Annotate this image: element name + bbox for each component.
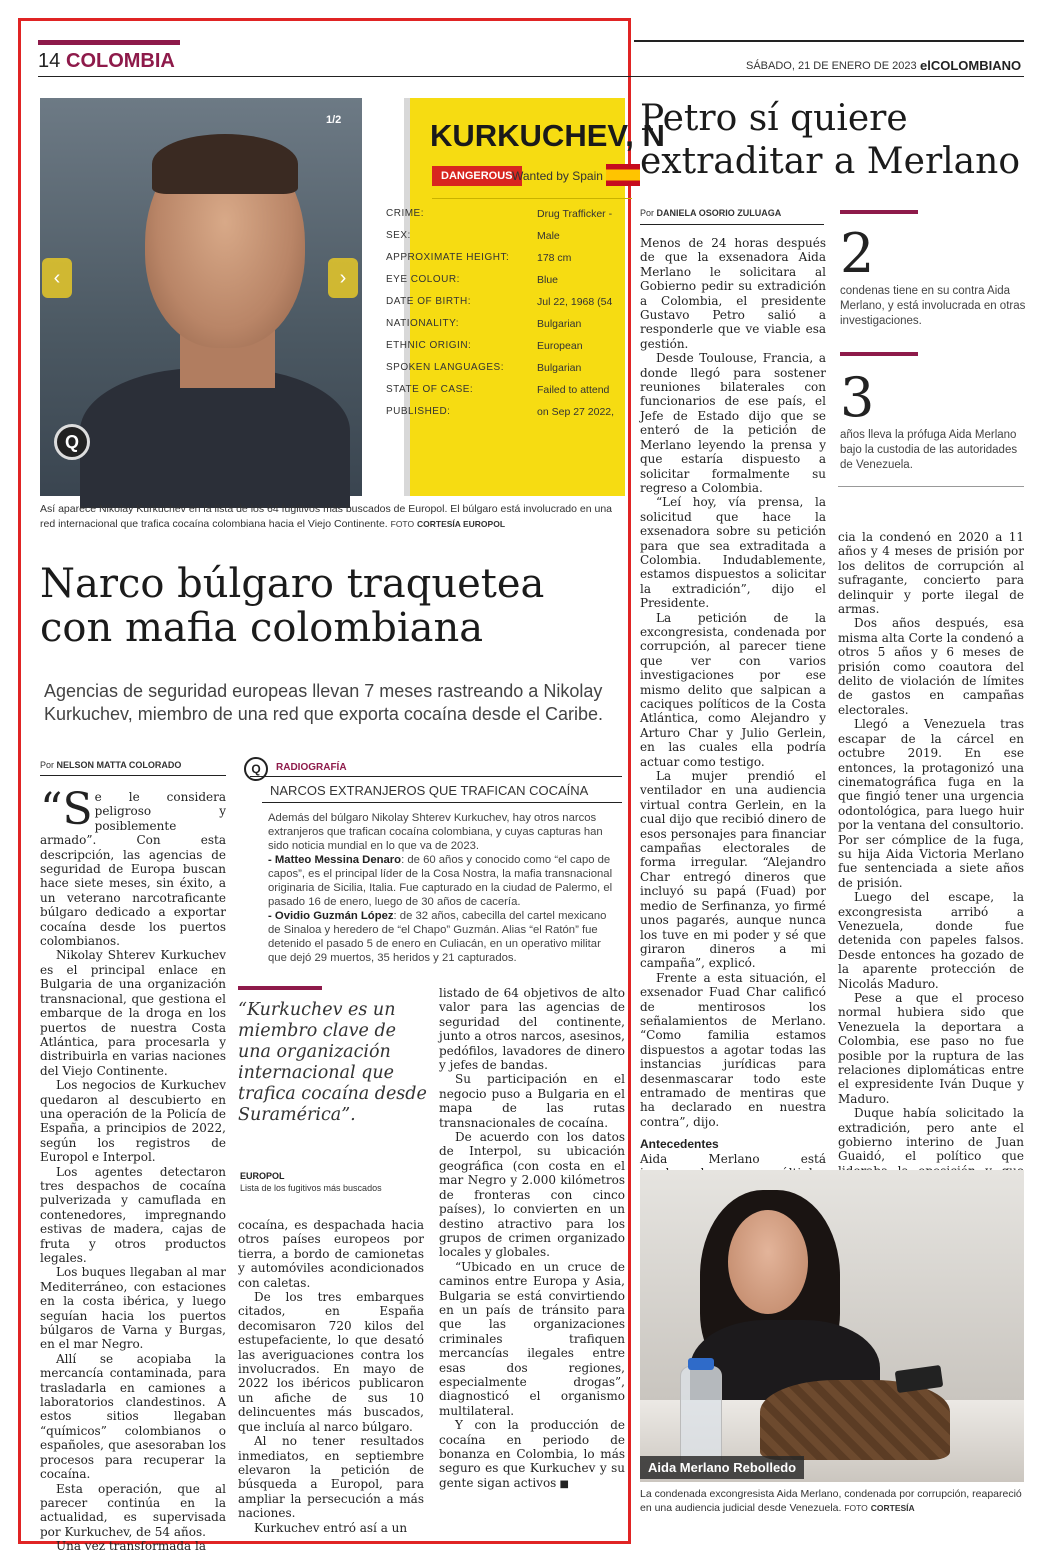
paragraph: Esta operación, que al parecer continúa en la actualidad, es supervisada por Kurkuchev, de 54 años. [40,1481,226,1539]
info-label: DATE OF BIRTH: [386,296,471,307]
info-label: PUBLISHED: [386,406,451,417]
box-item [268,853,620,909]
photo-credit: CORTESÍA EUROPOL [417,519,506,529]
credit-prefix: FOTO [390,519,415,529]
stat-bar [840,352,918,356]
info-label: CRIME: [386,208,424,219]
box-intro: Además del búlgaro Nikolay Shterev Kurkuchev, hay otros narcos extranjeros que trafican cocaína colombiana, y cuyas capturas han sido noticia mundial en lo que va de 2023. [268,812,603,852]
byline-prefix: Por [40,760,55,770]
info-label: STATE OF CASE: [386,384,474,395]
caption-text: Así aparece Nikolay Kurkuchev en la lista de los 64 fugitivos más buscados de Europol. El búlgaro está involucrado en una red internacional que trafica cocaína colombiana hacia el Viejo Continente. [40,503,612,530]
subheading: Antecedentes [640,1137,719,1152]
stat-number: 2 [840,222,875,285]
box-label: RADIOGRAFÍA [276,762,347,773]
chevron-left-icon[interactable]: ‹ [42,258,72,298]
section-bar [38,40,180,45]
paragraph: Los negocios de Kurkuchev quedaron al descubierto en una operación de la Policía de España, a principios de 2022, según los registros de Europol e Interpol. [40,1078,226,1165]
box-item-text: : de 60 años y conocido como “el capo de capos”, es el principal líder de la Cosa Nostra, la mafia transnacional originaria de Sicilia, Italia. Fue capturado en la ciudad de Palermo, el pasado 16 de enero, luego de 30 años de cacería. [268,854,613,908]
article-headline-2: Petro sí quiere extraditar a Merlano [640,98,1021,182]
photo-face [728,1210,808,1314]
stat-bar [840,210,918,214]
info-value: on Sep 27 2022, [537,406,615,418]
quote-source-detail: Lista de los fugitivos más buscados [240,1183,382,1193]
box-body [268,811,620,965]
brand-logo: elCOLOMBIANO [920,58,1022,73]
paragraph: Pese a que el proceso normal hubiera sido que Venezuela la deportara a Colombia, ese paso no fue posible por la ruptura de las relaciones diplomáticas entre el expresidente Iván Duque y Maduro. [838,991,1024,1106]
info-value: Failed to attend [537,384,610,396]
photo-shirt [80,368,350,508]
photo-name-tag: Aida Merlano Rebolledo [640,1456,804,1479]
paragraph: La mujer prendió el ventilador en una audiencia virtual contra Gerlein, en la cual dijo que recibió dinero de esos personajes para financiar campañas electorales de forma irregular. “Alejandro Char entregó dineros que incluyó su papá (Fuad) por medio de Serfinanza, yo firmé unos pagarés, aunque nunca los tuve en mi poder y sé que giraron dineros a mi campaña”, explicó. [640,769,826,971]
search-icon: Q [54,424,90,460]
byline-2 [640,208,781,218]
paragraph: Nikolay Shterev Kurkuchev es el principal enlace en Bulgaria de una organización transnacional, que gestiona el embarque de la droga en los puertos de nuestra Costa Atlántica, para procesarla y distribuirla en varias naciones del Viejo Continente. [40,948,226,1078]
info-label: SEX: [386,230,411,241]
photo-caption [40,502,625,532]
paragraph: Al no tener resultados inmediatos, en septiembre elevaron la petición de búsqueda a Europol, para ampliar la persecución a más naciones. [238,1434,424,1521]
section-title: COLOMBIA [66,50,175,72]
info-value: Male [537,230,560,242]
photo-caption-2 [640,1487,1024,1515]
page-number: 14 [38,50,61,72]
spain-flag-icon [606,164,640,186]
merlano-photo [640,1170,1024,1482]
photo-bottle [680,1366,722,1466]
box-item-name: - Ovidio Guzmán López [268,910,394,922]
paragraph: Dos años después, esa misma alta Corte la condenó a otros 5 años y 6 meses de prisión como coautora del delito de violación de límites de gastos en campañas electorales. [838,616,1024,717]
author-name: DANIELA OSORIO ZULUAGA [656,208,782,218]
paragraph: Luego del escape, la excongresista arribó a Venezuela, donde fue detenida con papeles falsos. Desde entonces ha gozado de la aparente protección de Nicolás Maduro. [838,890,1024,991]
paragraph: De acuerdo con los datos de Interpol, su ubicación geográfica (con costa en el mar Negro y 2.000 kilómetros de fronteras con cinco países), lo convierten en un destino atractivo para los grupos de crimen organizado locales y globales. [439,1130,625,1260]
info-value: Bulgarian [537,318,582,330]
byline-rule [40,775,226,776]
quote-bar [238,986,322,990]
info-value: Drug Trafficker - [537,208,613,220]
paragraph [40,784,226,949]
paragraph: Allí se acopiaba la mercancía contaminada, para trasladarla en camiones a laboratorios clandestinos. A estos sitios llegaban “químicos” colombianos o españoles, que asesoraban los procesos para recuperar la cocaína. [40,1351,226,1482]
panel-rule [432,198,632,199]
fugitive-name: KURKUCHEV, N [430,118,665,153]
paragraph: Su participación en el negocio puso a Bulgaria en el mapa de las rutas transnacionales de cocaína. [439,1072,625,1130]
caption-text: La condenada excongresista Aida Merlano, condenada por corrupción, reapareció en una audiencia judicial desde Venezuela. [640,1488,1022,1514]
byline [40,760,181,770]
paragraph: Y con la producción de cocaína en periodo de bonanza en Colombia, lo más seguro es que Kurkuchev y su gente sigan activos ■ [439,1418,625,1492]
stat-rule [838,486,1024,487]
info-label: APPROXIMATE HEIGHT: [386,252,510,263]
photo-hair [152,134,298,194]
header-rule [38,76,1024,77]
paragraph: “Ubicado en un cruce de caminos entre Europa y Asia, Bulgaria se está convirtiendo en un país de tránsito para que las organizaciones criminales trafiquen mercancías ilegales entre esas dos regiones, especialmente drogas”, diagnosticó el organismo multilateral. [439,1259,625,1418]
article-deck: Agencias de seguridad europeas llevan 7 meses rastreando a Nikolay Kurkuchev, miembro de una red que exporta cocaína desde el Caribe. [44,681,603,724]
pull-quote: “Kurkuchev es un miembro clave de una organización internacional que trafica cocaína desde Suramérica”. [238,1000,427,1125]
info-label: EYE COLOUR: [386,274,460,285]
photo-credit: CORTESÍA [870,1503,915,1513]
paragraph: La petición de la excongresista, condenada por corrupción, al parecer tiene que ver con varios investigaciones por ese mismo delito que salpican a caciques políticos de la Costa Atlántica, como Alejandro y Arturo Char y Julio Gerlein, en las cuales ella podría actuar como testigo. [640,610,826,769]
box-item-text: : de 32 años, cabecilla del cartel mexicano de Sinaloa y heredero de “el Chapo” Guzmán. Alias “el Ratón” fue detenido el pasado 5 de enero en Culiacán, en un operativo militar que dejó 29 muertos, 35 heridos y 21 capturados. [268,910,607,964]
column-b [238,1218,424,1535]
paragraph: Una vez transformada la [56,1539,207,1554]
paragraph: Aida Merlano está [640,1151,826,1166]
drop-cap: “S [40,784,93,835]
info-value: 178 cm [537,252,572,264]
stat-number: 3 [840,366,875,429]
stat-text: años lleva la prófuga Aida Merlano bajo la custodia de las autoridades de Venezuela. [840,429,1018,471]
box-rule [262,802,622,803]
info-value: Jul 22, 1968 (54 [537,296,613,308]
photo-handbag [760,1380,950,1460]
danger-badge: DANGEROUS [432,166,522,186]
slide-counter: 1/2 [326,114,342,126]
paragraph: Frente a esta situación, el exsenador Fuad Char calificó de mentirosos los señalamientos de Merlano. “Como familia estamos dispuestos a agotar todas las instancias jurídicas para desenmascarar todo este entramado de mentiras que ha declarado en nuestra contra”, dijo. [640,970,826,1129]
column-d [640,236,826,1209]
chevron-right-icon[interactable]: › [328,258,358,298]
paragraph: Llegó a Venezuela tras escapar de la cárcel en octubre 2019. En ese entonces, la protagonizó una cinematográfica fuga en la que fingió tener una urgencia odontológica, para luego huir por la ventana del consultorio. Por ser cómplice de la fuga, su hija Aida Victoria Merlano fue sentenciada a siete años de prisión. [838,717,1024,890]
paragraph: listado de 64 objetivos de alto valor para las agencias de seguridad del continente, junto a otros narcos, asesinos, pedófilos, lavadores de dinero y jefes de bandas. [439,986,625,1073]
paragraph: Menos de 24 horas después de que la exsenadora Aida Merlano le solicitara al Gobierno pedir su extradición a Colombia, el presidente Gustavo Petro salió a responderle que ve viable esa gestión. [640,236,826,351]
paragraph: Los buques llegaban al mar Mediterráneo, con estaciones en la costa ibérica, y luego seguían hacia los puertos búlgaros de Varna y Burgas, en el mar Negro. [40,1265,226,1352]
quote-source: EUROPOL [240,1171,285,1181]
paragraph: Desde Toulouse, Francia, a donde llegó para sostener reuniones bilaterales con funcionarios de ese país, el Jefe de Estado dijo que se enteró de la petición de Merlano leyendo la prensa y que estaría dispuesto a solicitar formalmente su regreso a Colombia. [640,351,826,495]
box-item [268,909,620,965]
paragraph: “Leí hoy, vía prensa, la solicitud que hace la exsenadora sobre su petición para que sea extraditada a Colombia. Indudablemente, estamos dispuestos a solicitar la extradición”, dijo el Presidente. [640,495,826,611]
column-c [439,986,625,1492]
info-value: Blue [537,274,559,286]
box-item-name: - Matteo Messina Denaro [268,854,402,866]
column-e [838,530,1024,1238]
paragraph: cocaína, es despachada hacia otros países europeos por tierra, a bordo de camionetas y automóviles acondicionados con caletas. [238,1218,424,1290]
paragraph: Kurkuchev entró así a un [254,1520,408,1535]
paragraph: Los agentes detectaron tres despachos de cocaína pulverizada y camuflada en contenedores, impregnando estivas de madera, cajas de fruta y otros productos legales. [40,1164,226,1265]
credit-prefix: FOTO [844,1503,868,1513]
search-icon: Q [244,757,268,781]
byline-rule [640,224,824,225]
paragraph: cia la condenó en 2020 a 11 años y 4 meses de prisión por los delitos de corrupción al sufragante, concierto para delinquir y porte ilegal de armas. [838,530,1024,617]
issue-date: SÁBADO, 21 DE ENERO DE 2023 [746,60,917,72]
header-rule-right [634,40,1024,42]
lead-text: e le considera peligroso y posiblemente armado”. Con esta descripción, las agencias de seguridad de Europa buscan hace siete meses, sin éxito, a un veterano narcotraficante búlgaro dedicado a exportar cocaína desde los puertos colombianos. [40,790,226,949]
author-name: NELSON MATTA COLORADO [56,760,182,770]
info-label: SPOKEN LANGUAGES: [386,362,504,373]
wanted-by: Wanted by Spain [512,169,603,183]
info-value: Bulgarian [537,362,582,374]
info-label: NATIONALITY: [386,318,460,329]
column-a [40,784,226,1554]
paragraph: Duque había solicitado la extradición, pero ante el gobierno interino de Juan Guaidó, el político que ■ [838,1106,1024,1238]
info-label: ETHNIC ORIGIN: [386,340,472,351]
stat-text: condenas tiene en su contra Aida Merlano, y está involucrada en otras investigaciones. [840,285,1026,327]
box-rule [250,776,622,777]
box-title: NARCOS EXTRANJEROS QUE TRAFICAN COCAÍNA [270,783,589,798]
paragraph: De los tres embarques citados, en España decomisaron 720 kilos del estupefaciente, lo que desató las averiguaciones contra los involucrados. En mayo de 2022 los ibéricos publicaron un afiche de sus 10 delincuentes más buscados, que incluía al narco búlgaro. [238,1290,424,1434]
info-value: European [537,340,583,352]
photo-bottle-cap [688,1358,714,1370]
byline-prefix: Por [640,208,655,218]
article-headline: Narco búlgaro traquetea con mafia colombiana [40,561,545,651]
